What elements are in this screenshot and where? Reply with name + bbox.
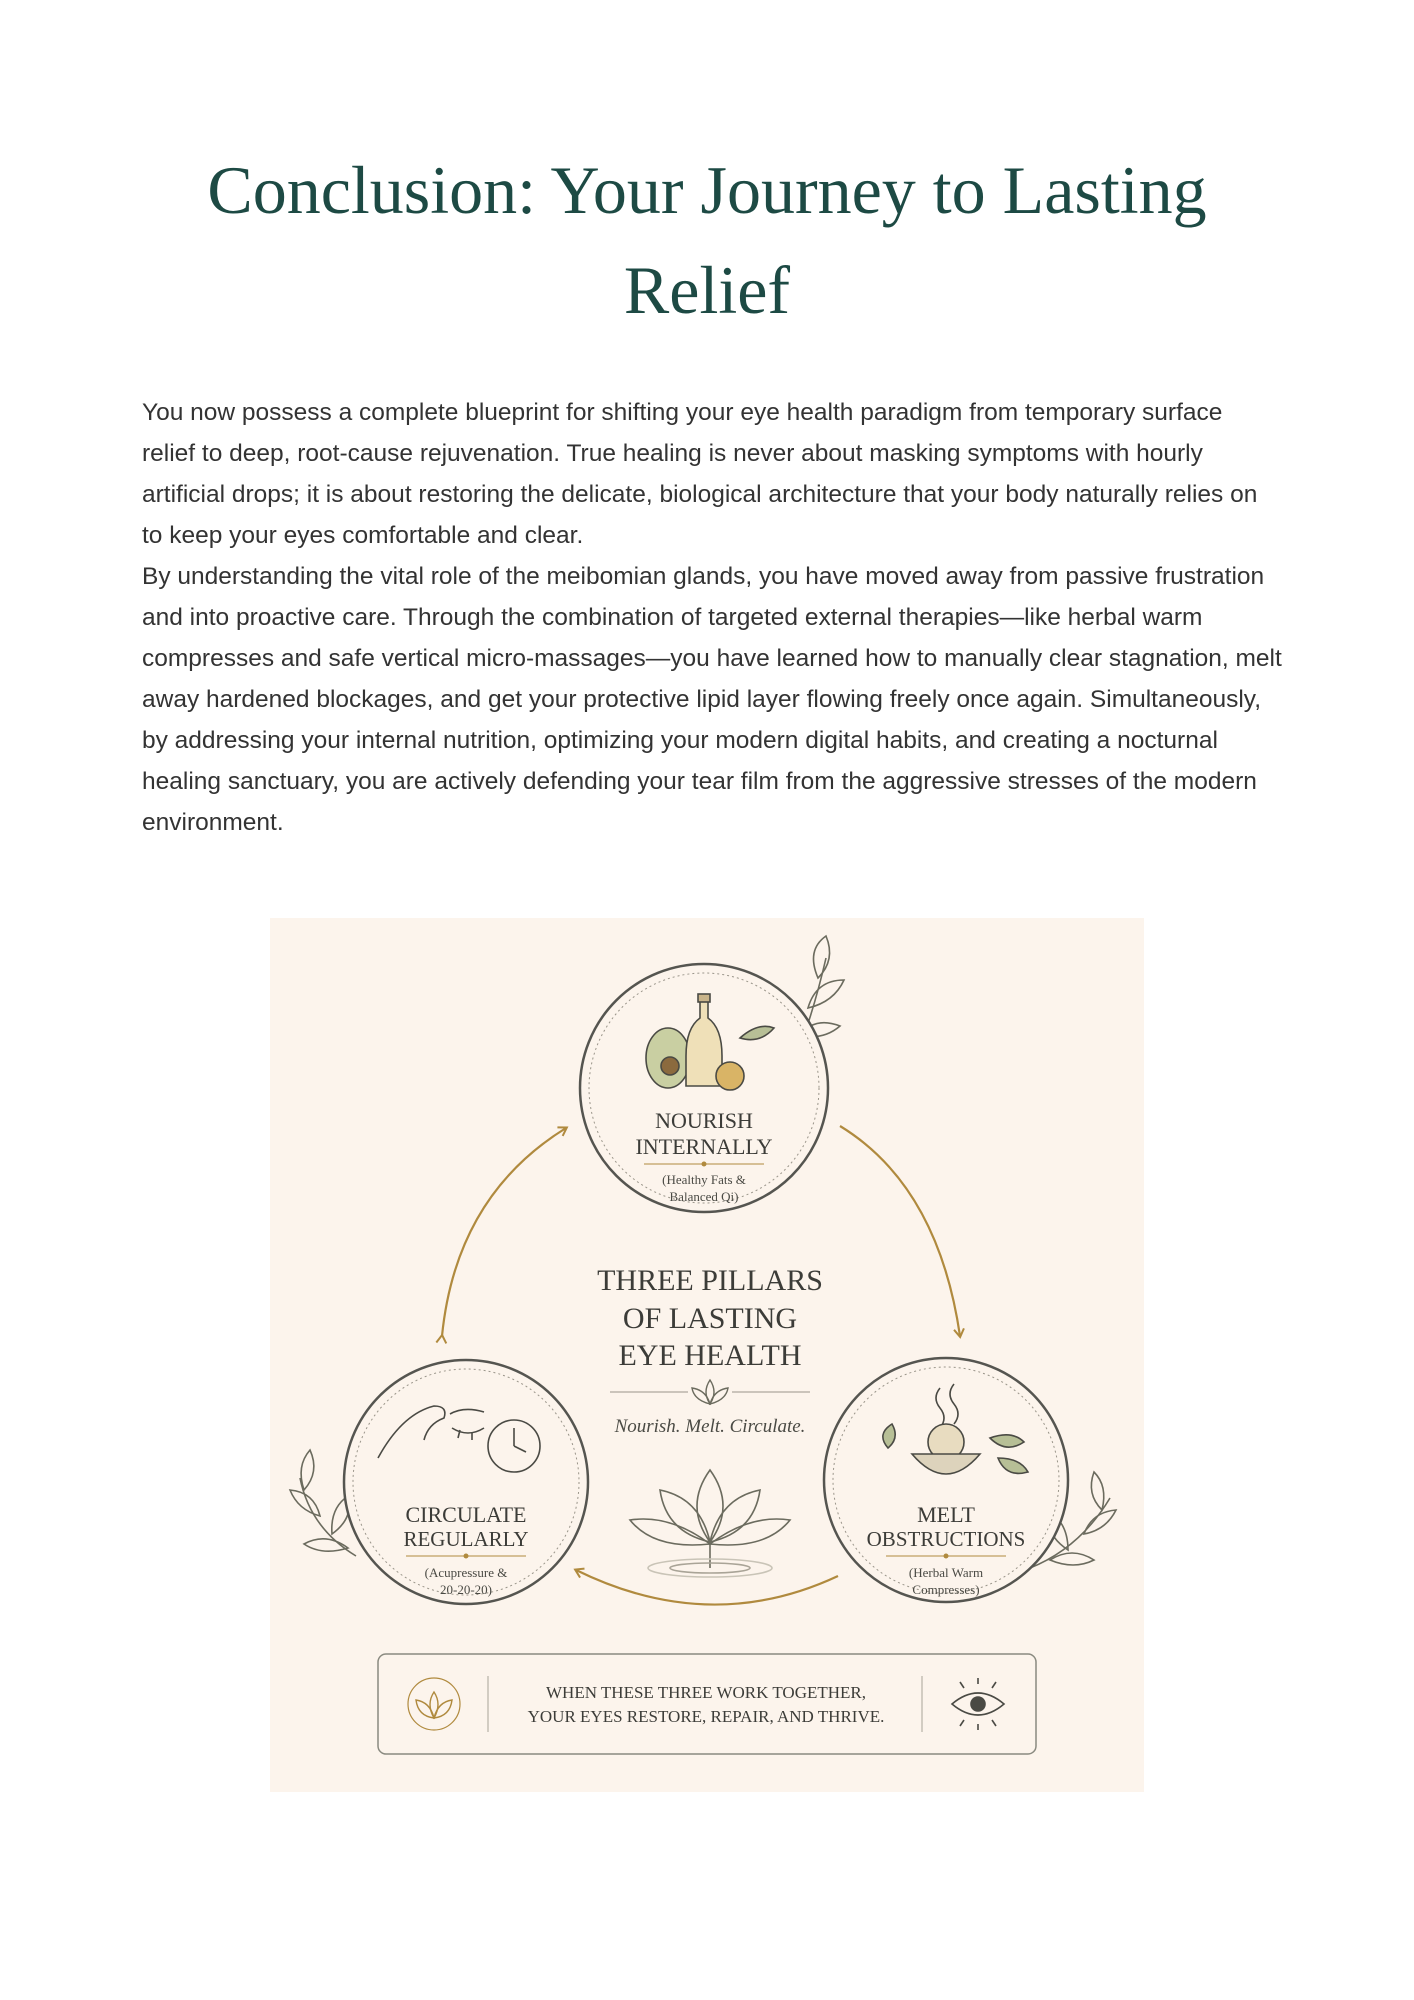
circulate-title-line-2: REGULARLY [403, 1527, 529, 1551]
arrow-nourish-to-melt [840, 1126, 960, 1336]
summary-banner [378, 1654, 1036, 1754]
nourish-title-line-1: NOURISH [655, 1108, 753, 1133]
body-text [142, 392, 1282, 843]
melt-subtitle-line-2: Compresses) [912, 1582, 980, 1597]
banner-line-2: YOUR EYES RESTORE, REPAIR, AND THRIVE. [527, 1707, 885, 1726]
lotus-divider-icon [692, 1380, 728, 1404]
center-title-line-3: EYE HEALTH [618, 1339, 802, 1372]
pillar-melt [824, 1358, 1068, 1602]
nourish-subtitle-line-1: (Healthy Fats & [662, 1172, 746, 1187]
pillar-circulate [344, 1360, 588, 1604]
circulate-title-line-1: CIRCULATE [405, 1502, 527, 1527]
nourish-subtitle-line-2: Balanced Qi) [669, 1189, 739, 1204]
nourish-title-line-2: INTERNALLY [635, 1134, 773, 1159]
paragraph-2: By understanding the vital role of the meibomian glands, you have moved away from passive frustration and into proactive care. Through the combination of targeted external therapies—like herbal warm compresses and safe vertical micro-massages—you have learned how to manually clear stagnation, melt away hardened blockages, and get your protective lipid layer flowing freely once again. Simultaneously, by addressing your internal nutrition, optimizing your modern digital habits, and creating a nocturnal healing sanctuary, you are actively defending your tear film from the aggressive stresses of the modern environment. [142, 563, 1282, 836]
pillar-nourish [580, 964, 828, 1212]
center-title-line-2: OF LASTING [622, 1302, 798, 1335]
center-title [597, 1264, 823, 1437]
melt-title-line-1: MELT [917, 1502, 975, 1527]
melt-subtitle-line-1: (Herbal Warm [908, 1565, 984, 1580]
arrow-circulate-to-nourish [442, 1128, 566, 1336]
arrow-melt-to-circulate [576, 1570, 838, 1605]
lotus-icon [630, 1470, 790, 1577]
circulate-subtitle-line-1: (Acupressure & [424, 1565, 508, 1580]
banner-line-1: WHEN THESE THREE WORK TOGETHER, [546, 1683, 866, 1702]
tagline: Nourish. Melt. Circulate. [614, 1416, 806, 1437]
center-title-line-1: THREE PILLARS [597, 1264, 823, 1297]
three-pillars-infographic [270, 918, 1144, 1792]
page-title: Conclusion: Your Journey to Lasting Relief [207, 152, 1207, 328]
paragraph-1: You now possess a complete blueprint for shifting your eye health paradigm from temporary surface relief to deep, root-cause rejuvenation. True healing is never about masking symptoms with hourly artificial drops; it is about restoring the delicate, biological architecture that your body naturally relies on to keep your eyes comfortable and clear. [142, 399, 1258, 549]
circulate-subtitle-line-2: 20-20-20) [440, 1582, 492, 1597]
melt-title-line-2: OBSTRUCTIONS [866, 1527, 1026, 1551]
